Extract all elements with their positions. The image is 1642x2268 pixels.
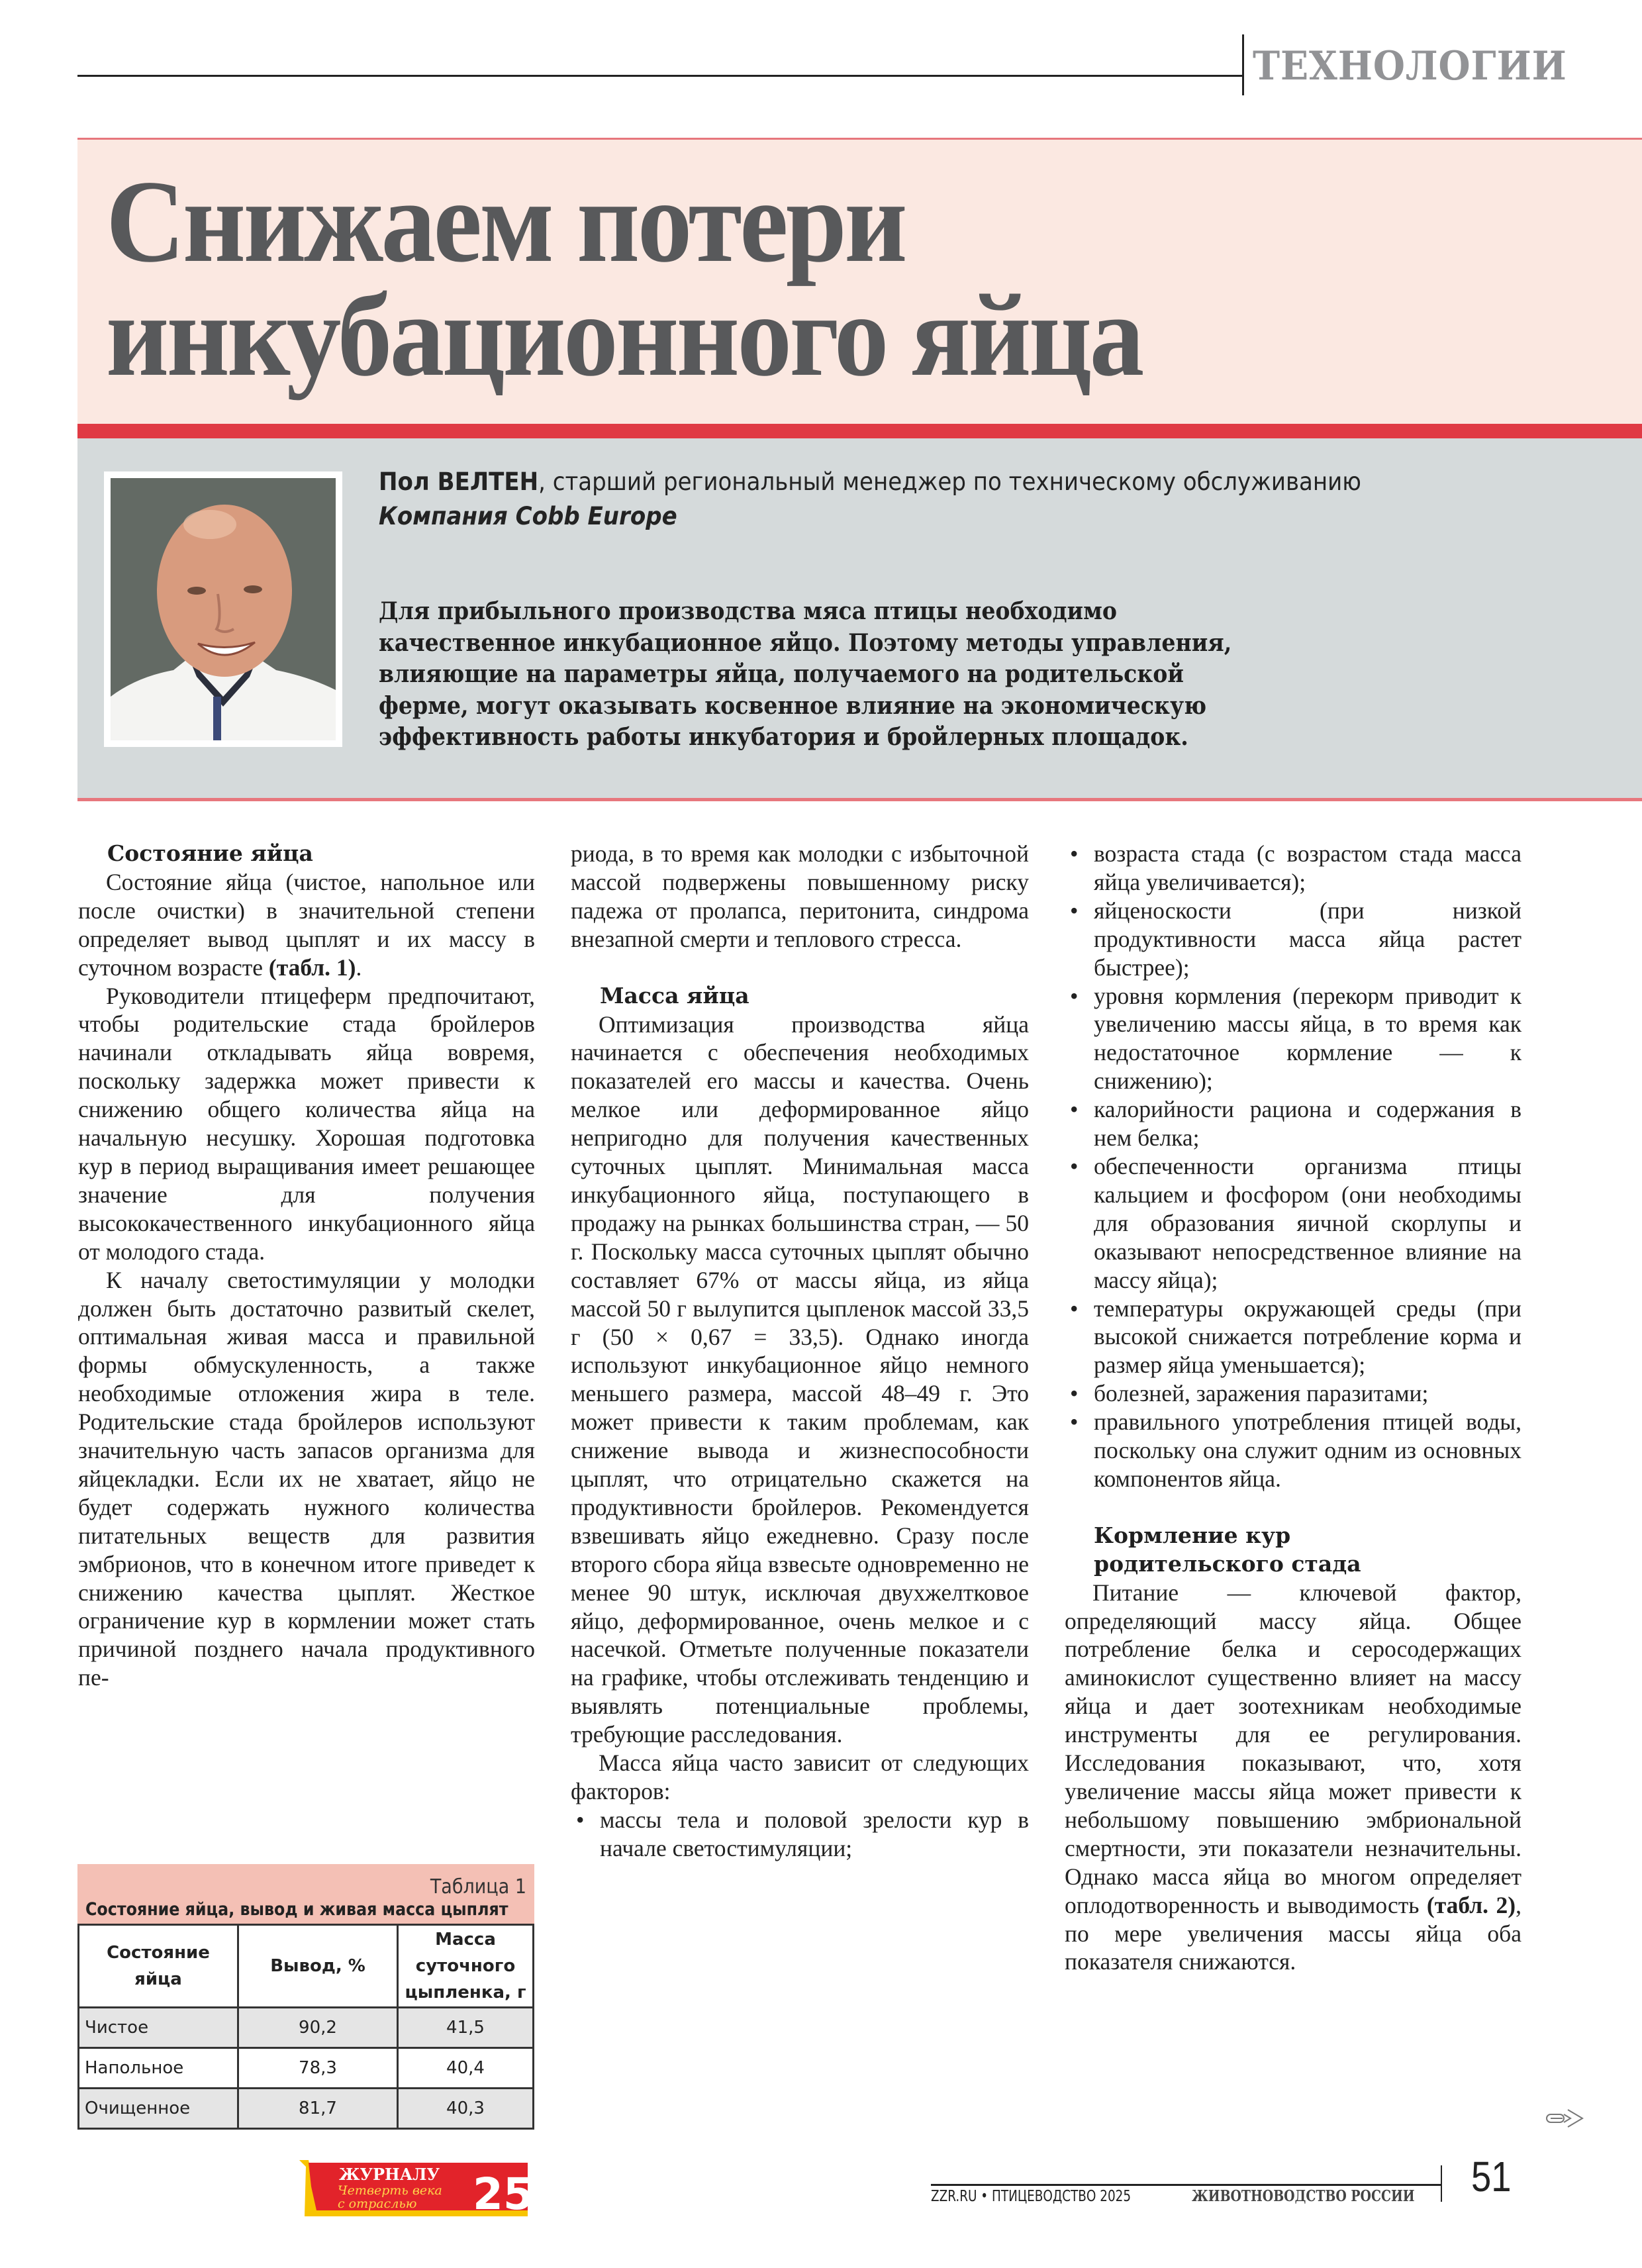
body-paragraph: Масса яйца часто зависит от следующих факторов: — [571, 1750, 1029, 1804]
subheading-egg-mass: Масса яйца — [600, 982, 749, 1009]
lead-line: Для прибыльного производства мяса птицы необходимо — [379, 597, 1117, 625]
lead-line: эффективность работы инкубатория и бройлерных площадок. — [379, 723, 1188, 751]
table-1 — [77, 1864, 534, 2130]
list-item: • массы тела и половой зрелости кур в начале светостимуляции; — [571, 1806, 1029, 1863]
title-line-1: Снижаем потери — [106, 156, 905, 287]
factor-list — [571, 1806, 1029, 1863]
section-label: ТЕХНОЛОГИИ — [1253, 43, 1567, 89]
footer-site-issue: ZZR.RU • ПТИЦЕВОДСТВО 2025 — [931, 2188, 1132, 2205]
anniversary-badge — [299, 2160, 528, 2216]
author-portrait-icon — [111, 478, 336, 740]
header-rule — [77, 75, 1243, 77]
data-table — [77, 1924, 534, 2130]
list-item: • обеспеченности организма птицы кальцием и фосфором (они необходимы для образования яичной скорлупы и оказывают непосредственное влияние на массу яйца); — [1065, 1152, 1521, 1295]
list-item: • правильного употребления птицей воды, поскольку она служит одним из основных компонентов яйца. — [1065, 1408, 1521, 1493]
author-name: Пол ВЕЛТЕН — [379, 468, 539, 496]
footer-rule — [931, 2184, 1441, 2186]
accent-bar — [77, 424, 1642, 438]
list-item: • яйценоскости (при низкой продуктивности масса яйца растет быстрее); — [1065, 897, 1521, 982]
subheading-feeding: Кормление кур родительского стада — [1094, 1522, 1361, 1577]
table-row: Очищенное 81,7 40,3 — [79, 2089, 534, 2129]
table-number: Таблица 1 — [430, 1875, 526, 1898]
svg-text:ЖУРНАЛУ: ЖУРНАЛУ — [339, 2165, 440, 2184]
list-item: • болезней, заражения паразитами; — [1065, 1379, 1521, 1408]
article-title — [106, 156, 1142, 401]
table-row: Чистое 90,2 41,5 — [79, 2008, 534, 2048]
subheading-egg-condition: Состояние яйца — [107, 840, 313, 866]
author-role: , старший региональный менеджер по техническому обслуживанию — [538, 468, 1361, 496]
column-header: Состояние яйца — [79, 1925, 238, 2008]
lead-line: влияющие на параметры яйца, получаемого на родительской — [379, 660, 1184, 688]
list-item: • возраста стада (с возрастом стада масса яйца увеличивается); — [1065, 840, 1521, 897]
column-header: Масса суточного цыпленка, г — [398, 1925, 534, 2008]
table-reference: (табл. 1) — [268, 954, 356, 981]
lead-line: качественное инкубационное яйцо. Поэтому методы управления, — [379, 628, 1232, 657]
column-header: Вывод, % — [238, 1925, 398, 2008]
body-paragraph: риода, в то время как молодки с избыточной массой подвержены повышенному риску падежа от пролапса, перитонита, синдрома внезапной смерти и теплового стресса. — [571, 840, 1029, 952]
footer-journal-name: ЖИВОТНОВОДСТВО РОССИИ — [1192, 2187, 1415, 2205]
body-paragraph: К началу светостимуляции у молодки должен быть достаточно развитый скелет, оптимальная живая масса и правильной формы обмускуленность, а также необходимые отложения жира в теле. Родительские стада бройлеров используют значительную часть запасов организма для яйцекладки. Если их не хватает, яйцо не будет содержать нужного количества питательных веществ для развития эмбрионов, что в конечном итоге приведет к снижению качества цыплят. Жесткое ограничение кур в кормлении может стать причиной позднего начала продуктивного пе- — [78, 1266, 535, 1691]
body-paragraph: Руководители птицеферм предпочитают, чтобы родительские стада бройлеров начинали откладывать яйца вовремя, поскольку задержка может привести к снижению общего количества яйца на начальную несушку. Хорошая подготовка кур в период выращивания имеет решающее значение для получения высококачественного инкубационного яйца от молодого стада. — [78, 982, 535, 1265]
author-company: Компания Cobb Europe — [379, 502, 677, 530]
body-column-3 — [1065, 840, 1521, 1976]
table-row: Напольное 78,3 40,4 — [79, 2048, 534, 2089]
body-column-1 — [78, 840, 535, 1692]
list-item: • температуры окружающей среды (при высокой снижается потребление корма и размер яйца уменьшается); — [1065, 1295, 1521, 1380]
title-line-2: инкубационного яйца — [106, 270, 1142, 401]
body-paragraph: Оптимизация производства яйца начинается с обеспечения необходимых показателей его массы и качества. Очень мелкое или деформированное яйцо непригодно для получения качественных суточных цыплят. Минимальная масса инкубационного яйца, поступающего в продажу на рынках большинства стран, — 50 г. Поскольку масса суточных цыплят обычно составляет 67% от массы яйца, из яйца массой 50 г вылупится цыпленок массой 33,5 г (50 × 0,67 = 33,5). Однако иногда используют инкубационное яйцо немного меньшего размера, массой 48–49 г. Это может привести к таким проблемам, как снижение вывода и жизнеспособности цыплят, что отрицательно скажется на продуктивности бройлеров. Рекомендуется взвешивать яйцо ежедневно. Сразу после второго сбора яйца взвесьте одновременно не менее 90 штук, исключая двухжелтковое яйцо, деформированное, очень мелкое и с насечкой. Отметьте полученные показатели на графике, чтобы отслеживать тенденцию и выявлять потенциальные проблемы, требующие расследования. — [571, 1011, 1029, 1748]
body-column-2 — [571, 840, 1029, 1863]
table-caption — [77, 1864, 534, 1924]
list-item: • уровня кормления (перекорм приводит к увеличению массы яйца, в то время как недостаточное кормление — к снижению); — [1065, 982, 1521, 1096]
lead-line: ферме, могут оказывать косвенное влияние на экономическую — [379, 691, 1207, 720]
svg-text:25: 25 — [473, 2169, 528, 2216]
author-byline — [379, 465, 1361, 534]
continue-arrow-icon — [1545, 2108, 1585, 2128]
lead-paragraph — [379, 596, 1292, 754]
header-divider — [1242, 34, 1244, 95]
anniversary-badge-icon — [299, 2160, 528, 2216]
table-title: Состояние яйца, вывод и живая масса цыплят — [85, 1899, 508, 1920]
list-item: • калорийности рациона и содержания в нем белка; — [1065, 1095, 1521, 1152]
svg-text:с отраслью: с отраслью — [338, 2196, 417, 2211]
author-photo — [111, 478, 336, 740]
svg-text:Четверть века: Четверть века — [338, 2183, 442, 2198]
footer-divider — [1441, 2165, 1442, 2202]
body-paragraph: Состояние яйца (чистое, напольное или после очистки) в значительной степени определяет вывод цыплят и их массу в суточном возрасте (табл. 1). — [78, 868, 535, 981]
factor-list — [1065, 840, 1521, 1493]
body-paragraph: Питание — ключевой фактор, определяющий массу яйца. Общее потребление белка и серосодержащих аминокислот существенно влияет на массу яйца и дает зоотехникам необходимые инструменты для ее регулирования. Исследования показывают, что, хотя увеличение массы яйца может привести к небольшому повышению эмбриональной смертности, эти показатели незначительны. Однако масса яйца во многом определяет оплодотворенность и выводимость (табл. 2), по мере увеличения массы яйца оба показателя снижаются. — [1065, 1579, 1521, 1975]
page-number: 51 — [1471, 2153, 1512, 2200]
table-reference: (табл. 2) — [1426, 1891, 1516, 1918]
